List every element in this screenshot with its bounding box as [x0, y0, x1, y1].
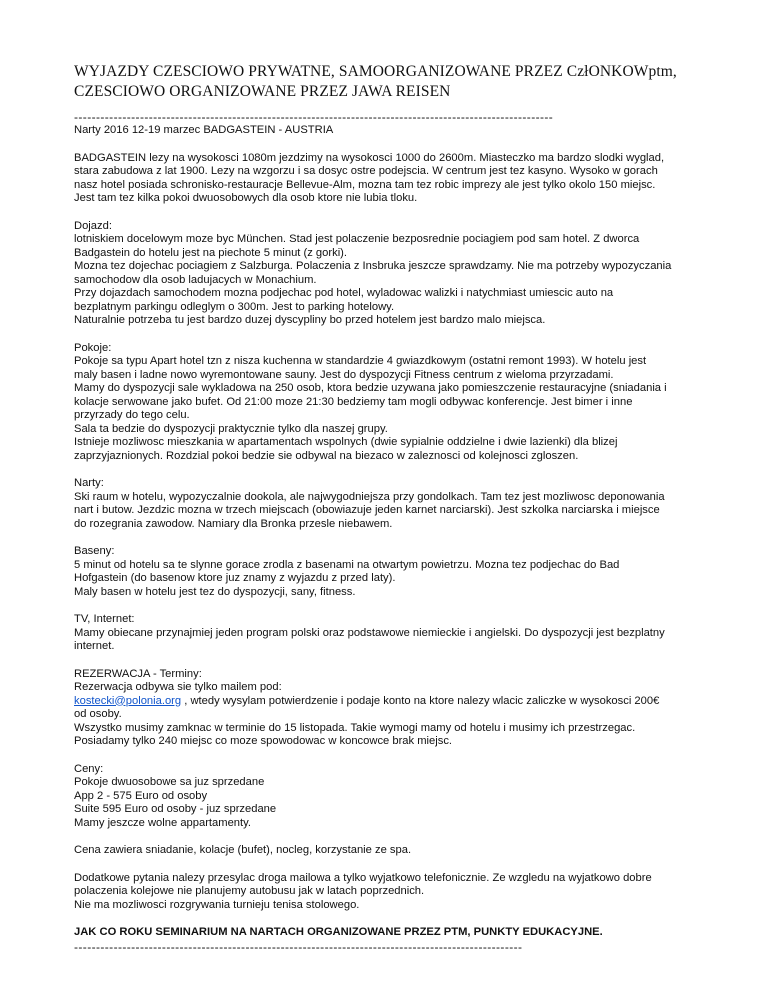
paragraph-line: Nie ma mozliwosci rozgrywania turnieju tenisa stolowego.: [74, 898, 360, 911]
section-heading: Narty:: [74, 477, 104, 489]
email-line: [74, 695, 714, 709]
divider-bottom: ------------------------------------------------------------------------------------------------------: [74, 939, 523, 954]
paragraph-line: samochodow dla osob ladujacych w Monachium.: [74, 273, 317, 286]
paragraph-line: Jest tam tez kilka pokoi dwuosobowych dla osob ktore nie lubia tloku.: [74, 192, 418, 204]
paragraph-line: Mozna tez dojechac pociagiem z Salzburga. Polaczenia z Insbruka jeszcze sprawdzamy. Nie ma potrzeby wypozyczania: [74, 260, 672, 272]
paragraph-line: Hofgastein (do basenow ktore juz znamy z wyjazdu z przed laty).: [74, 572, 396, 584]
section-dodatkowe: [74, 872, 714, 913]
paragraph-line: od osoby.: [74, 708, 122, 720]
event-subtitle: Narty 2016 12-19 marzec BADGASTEIN - AUSTRIA: [74, 124, 334, 136]
section-ceny: [74, 763, 714, 831]
paragraph-line: przyrzady do tego celu.: [74, 409, 190, 421]
email-line-text: , wtedy wysylam potwierdzenie i podaje konto na ktore nalezy wlacic zaliczke w wysokosci 200€: [181, 694, 660, 707]
section-narty: [74, 477, 714, 531]
document-title: [74, 62, 714, 102]
section-heading: TV, Internet:: [74, 613, 135, 625]
paragraph-line: nart i butow. Jezdzic mozna w trzech miejscach (obowiazuje jeden karnet narciarski). Jest szkolka narciarska i miejsce: [74, 504, 660, 516]
paragraph-line: Naturalnie potrzeba tu jest bardzo duzej dyscypliny bo przed hotelem jest bardzo malo miejsca.: [74, 314, 546, 326]
paragraph-line: maly basen i ladne nowo wyremontowane sauny. Jest do dyspozycji Fitness centrum z wieloma przyrzadami.: [74, 368, 614, 381]
section-heading: Dojazd:: [74, 219, 112, 232]
paragraph-line: Wszystko musimy zamknac w terminie do 15 listopada. Takie wymogi mamy od hotelu i musimy ich przestrzegac.: [74, 721, 636, 734]
paragraph-line: 5 minut od hotelu sa te slynne gorace zrodla z basenami na otwartym powietrzu. Mozna tez podjechac do Bad: [74, 558, 620, 571]
section-baseny: [74, 545, 714, 599]
paragraph-line: do rozegrania zawodow. Namiary dla Bronka przesle niebawem.: [74, 517, 393, 530]
paragraph-line: Rezerwacja odbywa sie tylko mailem pod:: [74, 681, 282, 693]
section-heading: Baseny:: [74, 545, 115, 557]
title-line-1: WYJAZDY CZESCIOWO PRYWATNE, SAMOORGANIZOWANE PRZEZ CzłONKOWptm,: [74, 63, 677, 80]
paragraph-line: BADGASTEIN lezy na wysokosci 1080m jezdzimy na wysokosci 1000 do 2600m. Miasteczko ma bardzo slodki wyglad,: [74, 151, 665, 164]
paragraph-line: Pokoje sa typu Apart hotel tzn z nisza kuchenna w standardzie 4 gwiazdkowym (ostatni remont 1993). W hotelu jest: [74, 355, 647, 367]
section-dojazd: [74, 220, 714, 328]
paragraph-line: Mamy do dyspozycji sale wykladowa na 250 osob, ktora bedzie uzywana jako pomieszczenie restauracyjne (sniadania i: [74, 382, 667, 394]
section-heading: Ceny:: [74, 762, 104, 775]
paragraph-line: Istnieje mozliwosc mieszkania w apartamentach wspolnych (dwie sypialnie oddzielne i dwie lazienki) dla blizej: [74, 436, 618, 448]
paragraph-line: kolacje serwowane jako bufet. Od 21:00 moze 21:30 bedziemy tam mogli odbywac konferencje. Jest bimer i inne: [74, 395, 633, 408]
email-link[interactable]: kostecki@polonia.org: [74, 694, 182, 707]
paragraph-line: nasz hotel posiada schronisko-restauracje Bellevue-Alm, mozna tam tez robic imprezy ale jest tylko okolo 150 miejsc.: [74, 178, 656, 191]
paragraph-line: zaprzyjaznionych. Rozdzial pokoi bedzie sie odbywal na biezaco w zaleznosci od kolejnosci zgloszen.: [74, 449, 579, 462]
intro-paragraph: [74, 152, 714, 206]
paragraph-line: Ski raum w hotelu, wypozyczalnie dookola, ale najwygodniejsza przy gondolkach. Tam tez jest mozliwosc deponowania: [74, 490, 665, 503]
paragraph-line: bezplatnym parkingu odleglym o 300m. Jest to parking hotelowy.: [74, 300, 395, 313]
paragraph-line: Sala ta bedzie do dyspozycji praktycznie tylko dla naszej grupy.: [74, 422, 388, 435]
document-page: [74, 62, 714, 954]
divider-top: -------------------------------------------------------------------------------------------------------------: [74, 110, 554, 124]
paragraph-line: Badgastein do hotelu jest na piechote 5 minut (z gorki).: [74, 246, 348, 259]
paragraph-line: Mamy jeszcze wolne appartamenty.: [74, 816, 251, 829]
paragraph-line: Przy dojazdach samochodem mozna podjechac pod hotel, wyladowac walizki i natychmiast umiescic auto na: [74, 287, 614, 299]
section-tv-internet: [74, 613, 714, 654]
paragraph-line: polaczenia kolejowe nie planujemy autobusu jak w latach poprzednich.: [74, 885, 425, 897]
paragraph-line: stara zabudowa z lat 1900. Lezy na wzgorzu i sa dosyc ostre podejscia. W centrum jest tez kasyno. Wysoko w gorach: [74, 165, 658, 177]
section-rezerwacja: [74, 668, 714, 749]
section-heading: Pokoje:: [74, 341, 112, 354]
paragraph-line: lotniskiem docelowym moze byc München. Stad jest polaczenie bezposrednie pociagiem pod sam hotel. Z dworca: [74, 233, 640, 245]
paragraph-line: Posiadamy tylko 240 miejsc co moze spowodowac w koncowce brak miejsc.: [74, 735, 453, 747]
section-pokoje: [74, 342, 714, 464]
paragraph-line: internet.: [74, 640, 115, 652]
paragraph-line: Maly basen w hotelu jest tez do dyspozycji, sany, fitness.: [74, 585, 356, 598]
title-line-2: CZESCIOWO ORGANIZOWANE PRZEZ JAWA REISEN: [74, 83, 451, 100]
paragraph-line: Pokoje dwuosobowe sa juz sprzedane: [74, 776, 265, 788]
paragraph-line: Suite 595 Euro od osoby - juz sprzedane: [74, 803, 277, 815]
paragraph-line: Mamy obiecane przynajmiej jeden program polski oraz podstawowe niemieckie i angielski. Do dyspozycji jest bezplatny: [74, 626, 665, 639]
section-heading: REZERWACJA - Terminy:: [74, 667, 202, 680]
paragraph-line: Dodatkowe pytania nalezy przesylac droga mailowa a tylko wyjatkowo telefonicznie. Ze wzgledu na wyjatkowo dobre: [74, 871, 652, 884]
price-includes: Cena zawiera sniadanie, kolacje (bufet), nocleg, korzystanie ze spa.: [74, 844, 412, 856]
paragraph-line: App 2 - 575 Euro od osoby: [74, 789, 208, 802]
seminar-notice: JAK CO ROKU SEMINARIUM NA NARTACH ORGANIZOWANE PRZEZ PTM, PUNKTY EDUKACYJNE.: [74, 926, 603, 938]
